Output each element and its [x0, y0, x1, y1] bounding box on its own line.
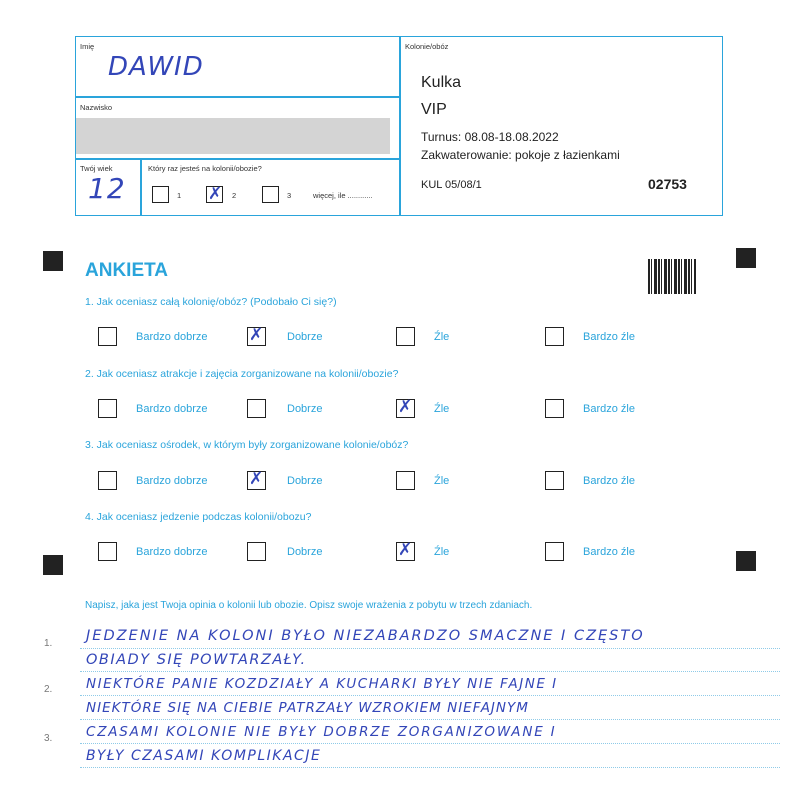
opinion-line-5[interactable]: CZASAMI KOLONIE NIE BYŁY DOBRZE ZORGANIZOWANE I — [86, 724, 557, 740]
q1-option-very-bad[interactable] — [545, 327, 564, 346]
form-number: 02753 — [648, 176, 687, 192]
line-number: 3. — [44, 733, 53, 744]
writing-line — [80, 648, 780, 649]
form-divider — [75, 158, 399, 160]
q4-option-bad[interactable] — [396, 542, 415, 561]
camp-code: KUL 05/08/1 — [421, 179, 482, 191]
option-label: Dobrze — [287, 546, 323, 558]
q1-option-good[interactable] — [247, 327, 266, 346]
age-value[interactable]: 12 — [88, 172, 126, 205]
writing-line — [80, 671, 780, 672]
q3-option-very-bad[interactable] — [545, 471, 564, 490]
q2-option-good[interactable] — [247, 399, 266, 418]
q1-option-bad[interactable] — [396, 327, 415, 346]
form-divider — [140, 158, 142, 216]
camp-label: Kolonie/obóz — [405, 42, 449, 51]
name-value[interactable]: DAWID — [108, 52, 204, 82]
writing-line — [80, 719, 780, 720]
registration-mark — [736, 248, 756, 268]
question-4-text: 4. Jak oceniasz jedzenie podczas kolonii/obozu? — [85, 511, 312, 523]
times-checkbox-2[interactable] — [206, 186, 223, 203]
registration-mark — [736, 551, 756, 571]
writing-line — [80, 695, 780, 696]
camp-name: Kulka — [421, 74, 462, 91]
q2-option-very-good[interactable] — [98, 399, 117, 418]
line-number: 2. — [44, 684, 53, 695]
registration-mark — [43, 555, 63, 575]
option-label: Źle — [434, 546, 450, 558]
option-label: Bardzo dobrze — [136, 331, 208, 343]
writing-line — [80, 743, 780, 744]
q4-option-very-bad[interactable] — [545, 542, 564, 561]
name-label: Imię — [80, 42, 95, 51]
option-label: Bardzo źle — [583, 546, 635, 558]
option-label: Bardzo dobrze — [136, 546, 208, 558]
camp-variant: VIP — [421, 101, 447, 118]
line-number: 1. — [44, 638, 53, 649]
option-label: Bardzo źle — [583, 331, 635, 343]
opinion-prompt: Napisz, jaka jest Twoja opinia o kolonii lub obozie. Opisz swoje wrażenia z pobytu w trzech zdaniach. — [85, 600, 533, 611]
option-label: Bardzo dobrze — [136, 475, 208, 487]
barcode — [648, 259, 696, 294]
question-2-text: 2. Jak oceniasz atrakcje i zajęcia zorganizowane na kolonii/obozie? — [85, 368, 399, 380]
form-divider — [75, 96, 399, 98]
question-3-text: 3. Jak oceniasz ośrodek, w którym były zorganizowane kolonie/obóz? — [85, 439, 409, 451]
option-label: Źle — [434, 331, 450, 343]
check-mark-icon: ✗ — [398, 540, 413, 560]
option-label: Źle — [434, 403, 450, 415]
option-label: Dobrze — [287, 475, 323, 487]
times-option-2: 2 — [232, 191, 237, 200]
check-mark-icon: ✗ — [398, 397, 413, 417]
registration-mark — [43, 251, 63, 271]
turnus: Turnus: 08.08-18.08.2022 — [421, 130, 559, 144]
opinion-line-1[interactable]: JEDZENIE NA KOLONI BYŁO NIEZABARDZO SMACZNE I CZĘSTO — [86, 628, 645, 644]
times-checkbox-3[interactable] — [262, 186, 279, 203]
q2-option-very-bad[interactable] — [545, 399, 564, 418]
q3-option-good[interactable] — [247, 471, 266, 490]
question-1-text: 1. Jak oceniasz całą kolonię/obóz? (Podobało Ci się?) — [85, 296, 337, 308]
times-label: Który raz jesteś na kolonii/obozie? — [148, 164, 262, 173]
age-label: Twój wiek — [80, 164, 113, 173]
times-option-1: 1 — [177, 191, 182, 200]
form-divider — [399, 36, 401, 216]
opinion-line-2[interactable]: OBIADY SIĘ POWTARZAŁY. — [86, 652, 307, 668]
times-more-label: więcej, ile ............ — [313, 191, 373, 200]
check-mark-icon: ✗ — [249, 325, 264, 345]
accommodation: Zakwaterowanie: pokoje z łazienkami — [421, 148, 620, 162]
option-label: Bardzo dobrze — [136, 403, 208, 415]
opinion-line-3[interactable]: NIEKTÓRE PANIE KOZDZIAŁY A KUCHARKI BYŁY NIE FAJNE I — [86, 676, 558, 692]
q3-option-very-good[interactable] — [98, 471, 117, 490]
surname-label: Nazwisko — [80, 103, 113, 112]
check-mark-icon: ✗ — [249, 469, 264, 489]
option-label: Źle — [434, 475, 450, 487]
option-label: Bardzo źle — [583, 403, 635, 415]
q1-option-very-good[interactable] — [98, 327, 117, 346]
opinion-line-4[interactable]: NIEKTÓRE SIĘ NA CIEBIE PATRZAŁY WZROKIEM NIEFAJNYM — [86, 700, 529, 716]
option-label: Dobrze — [287, 403, 323, 415]
option-label: Dobrze — [287, 331, 323, 343]
surname-redacted — [76, 118, 390, 154]
check-mark-icon: ✗ — [208, 184, 223, 204]
q3-option-bad[interactable] — [396, 471, 415, 490]
times-option-3: 3 — [287, 191, 292, 200]
times-checkbox-1[interactable] — [152, 186, 169, 203]
q4-option-very-good[interactable] — [98, 542, 117, 561]
opinion-line-6[interactable]: BYŁY CZASAMI KOMPLIKACJE — [86, 748, 322, 764]
writing-line — [80, 767, 780, 768]
option-label: Bardzo źle — [583, 475, 635, 487]
survey-title: ANKIETA — [85, 260, 169, 281]
q4-option-good[interactable] — [247, 542, 266, 561]
q2-option-bad[interactable] — [396, 399, 415, 418]
